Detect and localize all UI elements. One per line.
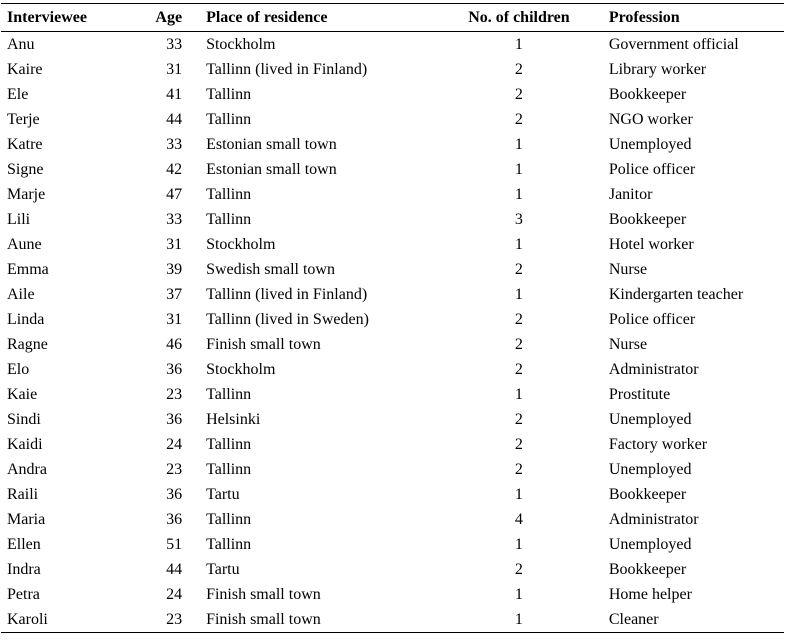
cell-children: 2 (514, 85, 523, 103)
table-row (1, 507, 784, 532)
cell-age: 33 (166, 35, 183, 53)
cell-residence: Stockholm (206, 235, 276, 253)
header-interviewee: Interviewee (7, 8, 87, 26)
table-row (1, 32, 784, 58)
cell-children: 2 (514, 560, 523, 578)
cell-children: 3 (514, 210, 523, 228)
cell-children: 2 (514, 260, 523, 278)
table-body (1, 32, 784, 633)
cell-age: 42 (166, 160, 183, 178)
table-row (1, 332, 784, 357)
cell-children: 1 (514, 185, 523, 203)
cell-children: 1 (514, 35, 523, 53)
cell-children: 4 (514, 510, 523, 528)
cell-age: 36 (166, 360, 183, 378)
cell-residence: Tallinn (206, 435, 252, 453)
cell-profession: Bookkeeper (608, 560, 687, 578)
cell-interviewee: Kaidi (7, 435, 43, 453)
cell-residence: Tallinn (206, 510, 252, 528)
table-header (1, 4, 784, 32)
interviewee-table (1, 3, 784, 633)
cell-interviewee: Maria (7, 510, 46, 528)
cell-children: 1 (514, 135, 523, 153)
cell-profession: Police officer (608, 160, 696, 178)
cell-age: 37 (166, 285, 183, 303)
table-row (1, 232, 784, 257)
table-row (1, 607, 784, 633)
cell-age: 46 (166, 335, 183, 353)
cell-children: 2 (514, 435, 523, 453)
cell-age: 51 (166, 535, 183, 553)
table-row (1, 282, 784, 307)
cell-interviewee: Ellen (7, 535, 41, 553)
cell-residence: Estonian small town (206, 135, 337, 153)
cell-children: 2 (514, 460, 523, 478)
cell-profession: Factory worker (608, 435, 708, 453)
cell-residence: Swedish small town (206, 260, 335, 278)
table-row (1, 107, 784, 132)
cell-children: 1 (514, 285, 523, 303)
cell-children: 2 (514, 360, 523, 378)
cell-profession: Unemployed (608, 460, 692, 478)
cell-residence: Tallinn (206, 210, 252, 228)
cell-profession: NGO worker (608, 110, 693, 128)
cell-age: 31 (166, 60, 183, 78)
cell-interviewee: Anu (7, 35, 35, 53)
table-row (1, 382, 784, 407)
cell-children: 1 (514, 485, 523, 503)
cell-age: 36 (166, 510, 183, 528)
table-row (1, 482, 784, 507)
cell-children: 1 (514, 385, 523, 403)
cell-profession: Prostitute (608, 385, 671, 403)
cell-residence: Tallinn (lived in Finland) (206, 285, 368, 303)
table-row (1, 82, 784, 107)
cell-profession: Library worker (608, 60, 707, 78)
cell-interviewee: Katre (7, 135, 43, 153)
cell-age: 36 (166, 485, 183, 503)
cell-residence: Stockholm (206, 35, 276, 53)
table-row (1, 182, 784, 207)
cell-interviewee: Lili (7, 210, 31, 228)
cell-interviewee: Elo (7, 360, 30, 378)
cell-interviewee: Kaire (7, 60, 43, 78)
cell-interviewee: Marje (7, 185, 46, 203)
cell-interviewee: Ele (7, 85, 29, 103)
table-row (1, 432, 784, 457)
cell-interviewee: Petra (7, 585, 40, 603)
cell-profession: Cleaner (608, 610, 659, 628)
table-row (1, 157, 784, 182)
cell-age: 24 (166, 585, 183, 603)
table-row (1, 257, 784, 282)
cell-children: 1 (514, 235, 523, 253)
cell-residence: Finish small town (206, 335, 321, 353)
cell-children: 2 (514, 310, 523, 328)
cell-children: 2 (514, 110, 523, 128)
table-row (1, 357, 784, 382)
cell-children: 2 (514, 60, 523, 78)
header-profession: Profession (608, 8, 680, 26)
cell-residence: Finish small town (206, 585, 321, 603)
cell-residence: Tallinn (lived in Finland) (206, 60, 368, 78)
cell-profession: Police officer (608, 310, 696, 328)
cell-residence: Tallinn (206, 85, 252, 103)
header-residence: Place of residence (206, 8, 328, 26)
cell-profession: Unemployed (608, 535, 692, 553)
cell-age: 31 (166, 310, 183, 328)
cell-children: 1 (514, 535, 523, 553)
cell-interviewee: Raili (7, 485, 39, 503)
cell-residence: Finish small town (206, 610, 321, 628)
cell-profession: Nurse (608, 260, 648, 278)
table-row (1, 457, 784, 482)
cell-age: 31 (166, 235, 183, 253)
cell-residence: Tallinn (206, 185, 252, 203)
cell-residence: Tartu (206, 560, 240, 578)
table-row (1, 407, 784, 432)
cell-profession: Hotel worker (608, 235, 694, 253)
cell-profession: Unemployed (608, 410, 692, 428)
cell-age: 36 (166, 410, 183, 428)
header-row (1, 4, 784, 32)
cell-age: 23 (166, 385, 183, 403)
cell-children: 2 (514, 410, 523, 428)
cell-residence: Estonian small town (206, 160, 337, 178)
cell-profession: Administrator (608, 360, 699, 378)
cell-profession: Bookkeeper (608, 210, 687, 228)
cell-profession: Kindergarten teacher (608, 285, 744, 303)
cell-interviewee: Indra (7, 560, 41, 578)
cell-profession: Bookkeeper (608, 485, 687, 503)
header-age: Age (155, 8, 183, 26)
cell-residence: Stockholm (206, 360, 276, 378)
cell-children: 1 (514, 585, 523, 603)
cell-interviewee: Sindi (7, 410, 41, 428)
table-row (1, 557, 784, 582)
cell-profession: Government official (608, 35, 739, 53)
cell-age: 39 (166, 260, 183, 278)
cell-interviewee: Emma (7, 260, 49, 278)
cell-residence: Tallinn (206, 385, 252, 403)
cell-profession: Nurse (608, 335, 648, 353)
cell-interviewee: Kaie (7, 385, 38, 403)
cell-interviewee: Terje (7, 110, 40, 128)
table-row (1, 132, 784, 157)
cell-residence: Tallinn (206, 535, 252, 553)
cell-interviewee: Ragne (7, 335, 48, 353)
cell-residence: Helsinki (206, 410, 261, 428)
cell-profession: Bookkeeper (608, 85, 687, 103)
cell-profession: Unemployed (608, 135, 692, 153)
cell-age: 23 (166, 460, 183, 478)
cell-interviewee: Signe (7, 160, 44, 178)
cell-children: 2 (514, 335, 523, 353)
table-row (1, 57, 784, 82)
table-row (1, 532, 784, 557)
cell-residence: Tallinn (206, 110, 252, 128)
cell-residence: Tallinn (206, 460, 252, 478)
cell-age: 23 (166, 610, 183, 628)
cell-age: 41 (166, 85, 183, 103)
table-row (1, 207, 784, 232)
cell-age: 33 (166, 210, 183, 228)
cell-profession: Administrator (608, 510, 699, 528)
cell-profession: Janitor (608, 185, 653, 203)
cell-interviewee: Aile (7, 285, 35, 303)
table-row (1, 307, 784, 332)
cell-children: 1 (514, 160, 523, 178)
cell-interviewee: Andra (7, 460, 47, 478)
cell-residence: Tallinn (lived in Sweden) (206, 310, 369, 328)
cell-interviewee: Karoli (7, 610, 48, 628)
cell-age: 47 (166, 185, 183, 203)
cell-residence: Tartu (206, 485, 240, 503)
cell-age: 33 (166, 135, 183, 153)
cell-age: 44 (166, 560, 183, 578)
cell-interviewee: Linda (7, 310, 45, 328)
cell-interviewee: Aune (7, 235, 42, 253)
cell-profession: Home helper (608, 585, 692, 603)
cell-children: 1 (514, 610, 523, 628)
cell-age: 44 (166, 110, 183, 128)
cell-age: 24 (166, 435, 183, 453)
header-children: No. of children (468, 8, 570, 26)
table-row (1, 582, 784, 607)
